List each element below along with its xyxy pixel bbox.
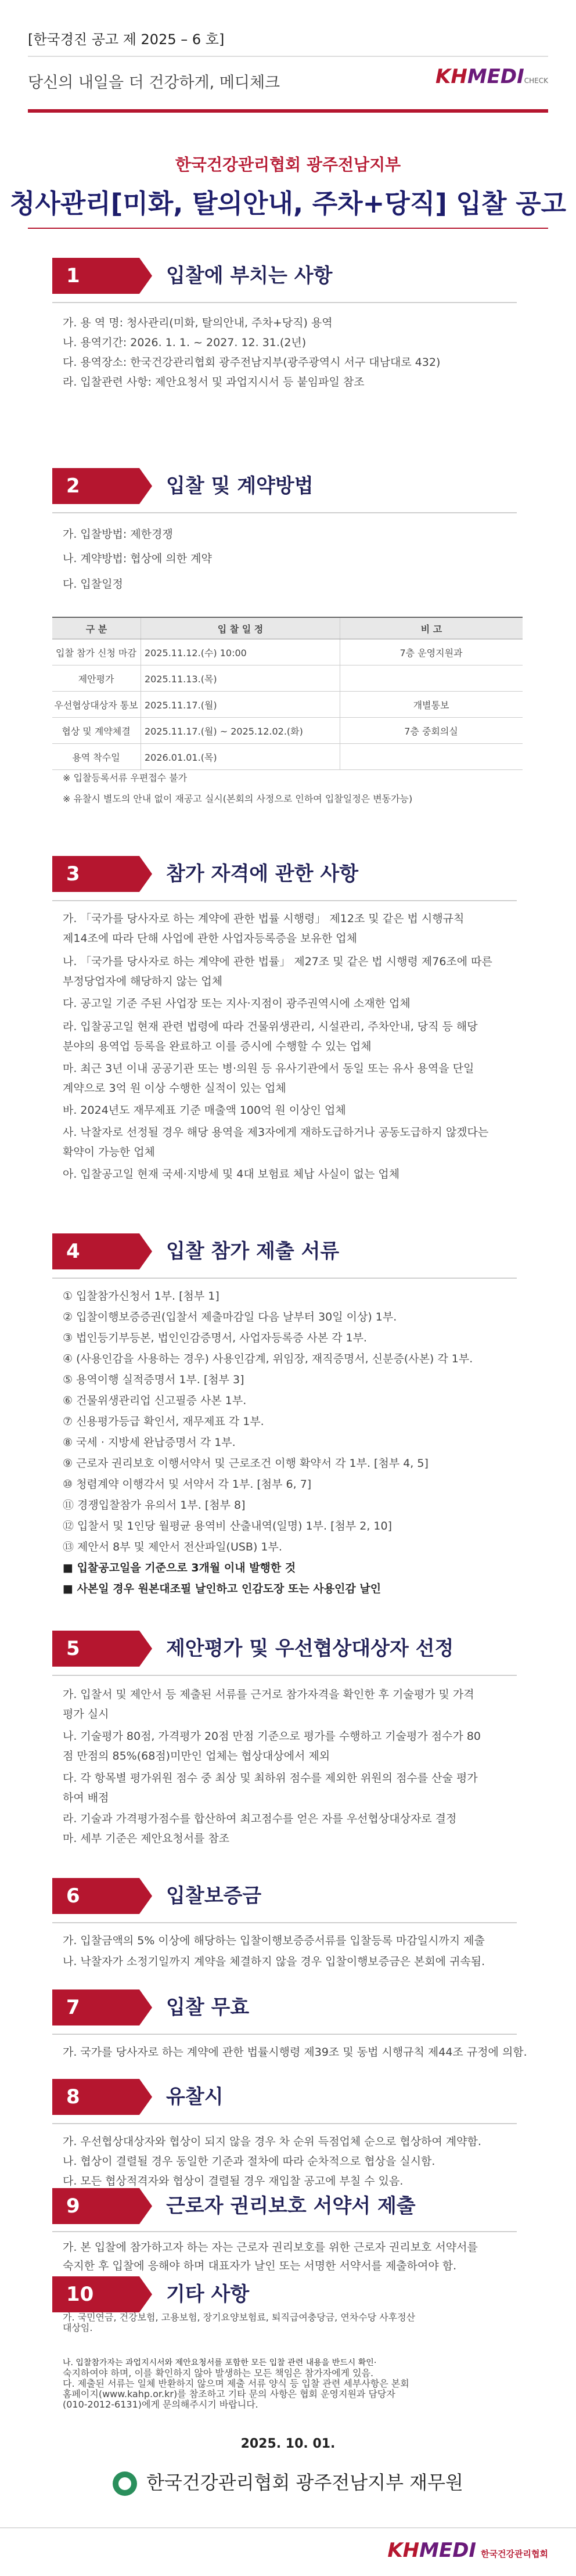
table-cell [340,744,523,770]
section-title: 입찰보증금 [166,1884,262,1908]
table-row [52,665,523,692]
medicheck-footer-logo [387,2539,548,2562]
logo-check: CHECK [524,77,548,85]
section-number: 7 [52,1989,139,2025]
table-cell: 2025.11.13.(목) [141,665,340,692]
table-cell: 우선협상대상자 통보 [52,692,141,718]
list-item: 다. 입찰일정 [63,578,123,591]
section-title: 입찰 참가 제출 서류 [166,1240,340,1263]
list-item: 가. 본 입찰에 참가하고자 하는 자는 근로자 권리보호를 위한 근로자 권리보호 서약서를 [63,2241,478,2254]
table-cell [340,665,523,692]
requirement-note: ■ 입찰공고일을 기준으로 3개월 이내 발행한 것 [63,1562,296,1574]
list-item: 가. 입찰금액의 5% 이상에 해당하는 입찰이행보증증서류를 입찰등록 마감일시까지 제출 [63,1934,485,1947]
logo-medi: MEDI [467,65,524,88]
table-cell: 개별통보 [340,692,523,718]
section-arrow-icon [139,1631,152,1667]
footer-org [0,2468,576,2496]
section-number: 1 [52,258,139,294]
medicheck-logo [435,65,548,88]
header-bar [28,56,548,113]
logo-tag: 한국건강관리협회 [481,2549,548,2559]
section-6-header [52,1878,517,1914]
section-9-header [52,2188,517,2224]
list-item: 라. 입찰공고일 현재 관련 법령에 따라 건물위생관리, 시설관리, 주차안내, 당직 등 해당 [63,1020,478,1033]
list-item: ④ (사용인감을 사용하는 경우) 사용인감계, 위임장, 재직증명서, 신분증(사본) 각 1부. [63,1352,473,1365]
list-item: 분야의 용역업 등록을 완료하고 이를 증시에 수행할 수 있는 업체 [63,1040,372,1053]
schedule-table [52,617,523,770]
section-arrow-icon [139,2276,152,2312]
section-divider [52,2034,517,2035]
section-number: 8 [52,2079,139,2115]
section-arrow-icon [139,856,152,892]
section-4-header [52,1233,517,1269]
section-3-header [52,856,517,892]
section-number: 2 [52,468,139,504]
list-item: ⑤ 용역이행 실적증명서 1부. [첨부 3] [63,1373,244,1386]
table-cell: 2025.11.12.(수) 10:00 [141,639,340,665]
section-number: 5 [52,1631,139,1667]
section-number: 3 [52,856,139,892]
section-7-header [52,1989,517,2025]
footer-org-name: 한국건강관리협회 광주전남지부 재무원 [146,2471,463,2494]
list-item: 가. 국가를 당사자로 하는 계약에 관한 법률시행령 제39조 및 동법 시행규칙 제44조 규정에 의함. [63,2046,527,2059]
list-item: ③ 법인등기부등본, 법인인감증명서, 사업자등록증 사본 각 1부. [63,1332,367,1344]
list-item: 바. 2024년도 재무제표 기준 매출액 100억 원 이상인 업체 [63,1104,346,1117]
list-item: (010-2012-6131)에게 문의해주시기 바랍니다. [63,2399,258,2410]
table-row [52,692,523,718]
section-arrow-icon [139,1233,152,1269]
section-divider [52,1922,517,1923]
list-item: ⑬ 제안서 8부 및 제안서 전산파일(USB) 1부. [63,1541,282,1553]
list-item: 나. 기술평가 80점, 가격평가 20점 만점 기준으로 평가를 수행하고 기술평가 점수가 80 [63,1730,481,1743]
list-item: ⑫ 입찰서 및 1인당 월평균 용역비 산출내역(일명) 1부. [첨부 2, 10] [63,1520,393,1532]
table-cell: 2025.11.17.(월) ~ 2025.12.02.(화) [141,718,340,744]
list-item: 나. 용역기간: 2026. 1. 1. ~ 2027. 12. 31.(2년) [63,336,307,349]
list-item: 사. 낙찰자로 선정될 경우 해당 용역을 제3자에게 재하도급하거나 공동도급하지 않겠다는 [63,1126,489,1139]
list-item: 나. 협상이 결렬될 경우 동일한 기준과 절차에 따라 순차적으로 협상을 실시함. [63,2155,435,2168]
section-arrow-icon [139,258,152,294]
table-cell: 용역 착수일 [52,744,141,770]
table-cell: 7층 중회의실 [340,718,523,744]
list-item: 제14조에 따라 단해 사업에 관한 사업자등록증을 보유한 업체 [63,932,357,945]
list-item: 나. 계약방법: 협상에 의한 계약 [63,552,212,565]
list-item: ⑥ 건물위생관리업 신고필증 사본 1부. [63,1394,247,1407]
column-header: 입 찰 일 정 [141,617,340,639]
section-divider [52,900,517,901]
logo-medi: MEDI [419,2539,477,2562]
column-header: 비 고 [340,617,523,639]
footer-divider [0,2527,576,2528]
section-arrow-icon [139,1989,152,2025]
list-item: 점 만점의 85%(68점)미만인 업체는 협상대상에서 제외 [63,1750,330,1762]
kahp-emblem-icon [113,2471,137,2496]
list-item: 라. 기술과 가격평가점수를 합산하여 최고점수를 얻은 자를 우선협상대상자로 결정 [63,1812,457,1825]
section-title: 참가 자격에 관한 사항 [166,862,359,886]
section-arrow-icon [139,2079,152,2115]
list-item: 가. 국민연금, 건강보험, 고용보험, 장기요양보험료, 퇴직급여충당금, 연차수당 사후정산 [63,2312,416,2323]
section-title: 입찰 무효 [166,1996,250,2019]
section-divider [52,2123,517,2124]
list-item: 나. 입찰참가자는 과업지시서와 제안요청서를 포함한 모든 입찰 관련 내용을 반드시 확인· [63,2358,377,2368]
list-item: 나. 낙찰자가 소정기일까지 계약을 체결하지 않을 경우 입찰이행보증금은 본회에 귀속됨. [63,1955,485,1968]
section-title: 기타 사항 [166,2283,250,2306]
section-arrow-icon [139,468,152,504]
list-item: 가. 우선협상대상자와 협상이 되지 않을 경우 차 순위 득점업체 순으로 협상하여 계약함. [63,2135,481,2148]
table-row [52,744,523,770]
notice-number: [한국경진 공고 제 2025 – 6 호] [28,31,225,48]
section-5-header [52,1631,517,1667]
list-item: 가. 입찰서 및 제안서 등 제출된 서류를 근거로 참가자격을 확인한 후 기술평가 및 가격 [63,1688,474,1701]
section-title: 입찰 및 계약방법 [166,474,314,498]
list-item: ② 입찰이행보증증권(입찰서 제출마감일 다음 날부터 30일 이상) 1부. [63,1311,397,1323]
table-cell: 2026.01.01.(목) [141,744,340,770]
list-item: 확약이 가능한 업체 [63,1146,155,1159]
section-arrow-icon [139,1878,152,1914]
page-title: 청사관리[미화, 탈의안내, 주차+당직] 입찰 공고 [9,188,567,219]
section-1-header [52,258,517,294]
section-arrow-icon [139,2188,152,2224]
section-title: 입찰에 부치는 사항 [166,264,333,287]
section-divider [52,302,517,303]
section-title: 제안평가 및 우선협상대상자 선정 [166,1637,454,1660]
section-title: 유찰시 [166,2085,224,2109]
title-divider [28,228,548,229]
section-title: 근로자 권리보호 서약서 제출 [166,2194,416,2218]
requirement-note: ■ 사본일 경우 원본대조필 날인하고 인감도장 또는 사용인감 날인 [63,1582,381,1595]
list-item: 나. 「국가를 당사자로 하는 계약에 관한 법률」 제27조 및 같은 법 시행령 제76조에 따른 [63,955,492,968]
section-number: 10 [52,2276,139,2312]
org-name: 한국건강관리협회 광주전남지부 [175,155,401,174]
list-item: 라. 입찰관련 사항: 제안요청서 및 과업지시서 등 붙임파일 참조 [63,376,365,388]
list-item: 다. 용역장소: 한국건강관리협회 광주전남지부(광주광역시 서구 대남대로 432) [63,356,441,369]
list-item: 부정당업자에 해당하지 않는 업체 [63,975,223,988]
list-item: 다. 모든 협상적격자와 협상이 결렬될 경우 재입찰 공고에 부칠 수 있음. [63,2175,404,2188]
logo-kh: KH [435,65,467,88]
list-item: ⑩ 청렴계약 이행각서 및 서약서 각 1부. [첨부 6, 7] [63,1478,312,1491]
section-divider [52,512,517,513]
table-row [52,718,523,744]
table-cell: 제안평가 [52,665,141,692]
section-2-header [52,468,517,504]
logo-kh: KH [387,2539,420,2562]
list-item: 가. 「국가를 당사자로 하는 계약에 관한 법률 시행령」 제12조 및 같은 법 시행규칙 [63,912,465,925]
note: ※ 입찰등록서류 우편접수 불가 [63,772,188,783]
list-item: 대상임. [63,2322,93,2333]
list-item: ⑧ 국세 · 지방세 완납증명서 각 1부. [63,1436,236,1449]
notice-date: 2025. 10. 01. [240,2437,336,2451]
section-number: 9 [52,2188,139,2224]
list-item: 숙지한 후 입찰에 응해야 하며 대표자가 날인 또는 서명한 서약서를 제출하여야 함. [63,2260,457,2272]
list-item: 홈페이지(www.kahp.or.kr)를 참조하고 기타 문의 사항은 협회 운영지원과 담당자 [63,2388,395,2399]
section-divider [52,1675,517,1676]
list-item: 다. 각 항목별 평가위원 점수 중 최상 및 최하위 점수를 제외한 위원의 점수를 산술 평가 [63,1772,478,1785]
list-item: 다. 제출된 서류는 일체 반환하지 않으며 제출 서류 양식 등 입찰 관련 세부사항은 본회 [63,2378,409,2389]
section-divider [52,1278,517,1279]
table-row [52,639,523,665]
list-item: 숙지하여야 하며, 이를 확인하지 않아 발생하는 모든 책임은 참가자에게 있음. [63,2368,374,2379]
list-item: 가. 입찰방법: 제한경쟁 [63,528,173,541]
table-cell: 협상 및 계약체결 [52,718,141,744]
section-divider [52,2231,517,2232]
note: ※ 유찰시 별도의 안내 없이 재공고 실시(본회의 사정으로 인하여 입찰일정은 변동가능) [63,793,413,804]
section-10-header [52,2276,517,2312]
slogan: 당신의 내일을 더 건강하게, 메디체크 [28,74,280,92]
list-item: 계약으로 3억 원 이상 수행한 실적이 있는 업체 [63,1082,286,1095]
list-item: 가. 용 역 명: 청사관리(미화, 탈의안내, 주차+당직) 용역 [63,316,333,329]
table-cell: 입찰 참가 신청 마감 [52,639,141,665]
list-item: ⑦ 신용평가등급 확인서, 재무제표 각 1부. [63,1415,264,1428]
table-cell: 2025.11.17.(월) [141,692,340,718]
section-number: 4 [52,1233,139,1269]
list-item: 마. 세부 기준은 제안요청서를 참조 [63,1832,230,1845]
section-number: 6 [52,1878,139,1914]
table-cell: 7층 운영지원과 [340,639,523,665]
section-8-header [52,2079,517,2115]
list-item: ① 입찰참가신청서 1부. [첨부 1] [63,1290,219,1303]
column-header: 구 분 [52,617,141,639]
list-item: 다. 공고일 기준 주된 사업장 또는 지사·지점이 광주권역시에 소재한 업체 [63,997,411,1010]
list-item: 평가 실시 [63,1708,109,1721]
list-item: ⑪ 경쟁입찰참가 유의서 1부. [첨부 8] [63,1499,246,1512]
table-header-row [52,617,523,639]
list-item: 마. 최근 3년 이내 공공기관 또는 병·의원 등 유사기관에서 동일 또는 유사 용역을 단일 [63,1062,474,1075]
list-item: 하여 배점 [63,1791,109,1804]
list-item: ⑨ 근로자 권리보호 이행서약서 및 근로조건 이행 확약서 각 1부. [첨부 4, 5] [63,1457,429,1470]
list-item: 아. 입찰공고일 현재 국세·지방세 및 4대 보험료 체납 사실이 없는 업체 [63,1168,400,1181]
